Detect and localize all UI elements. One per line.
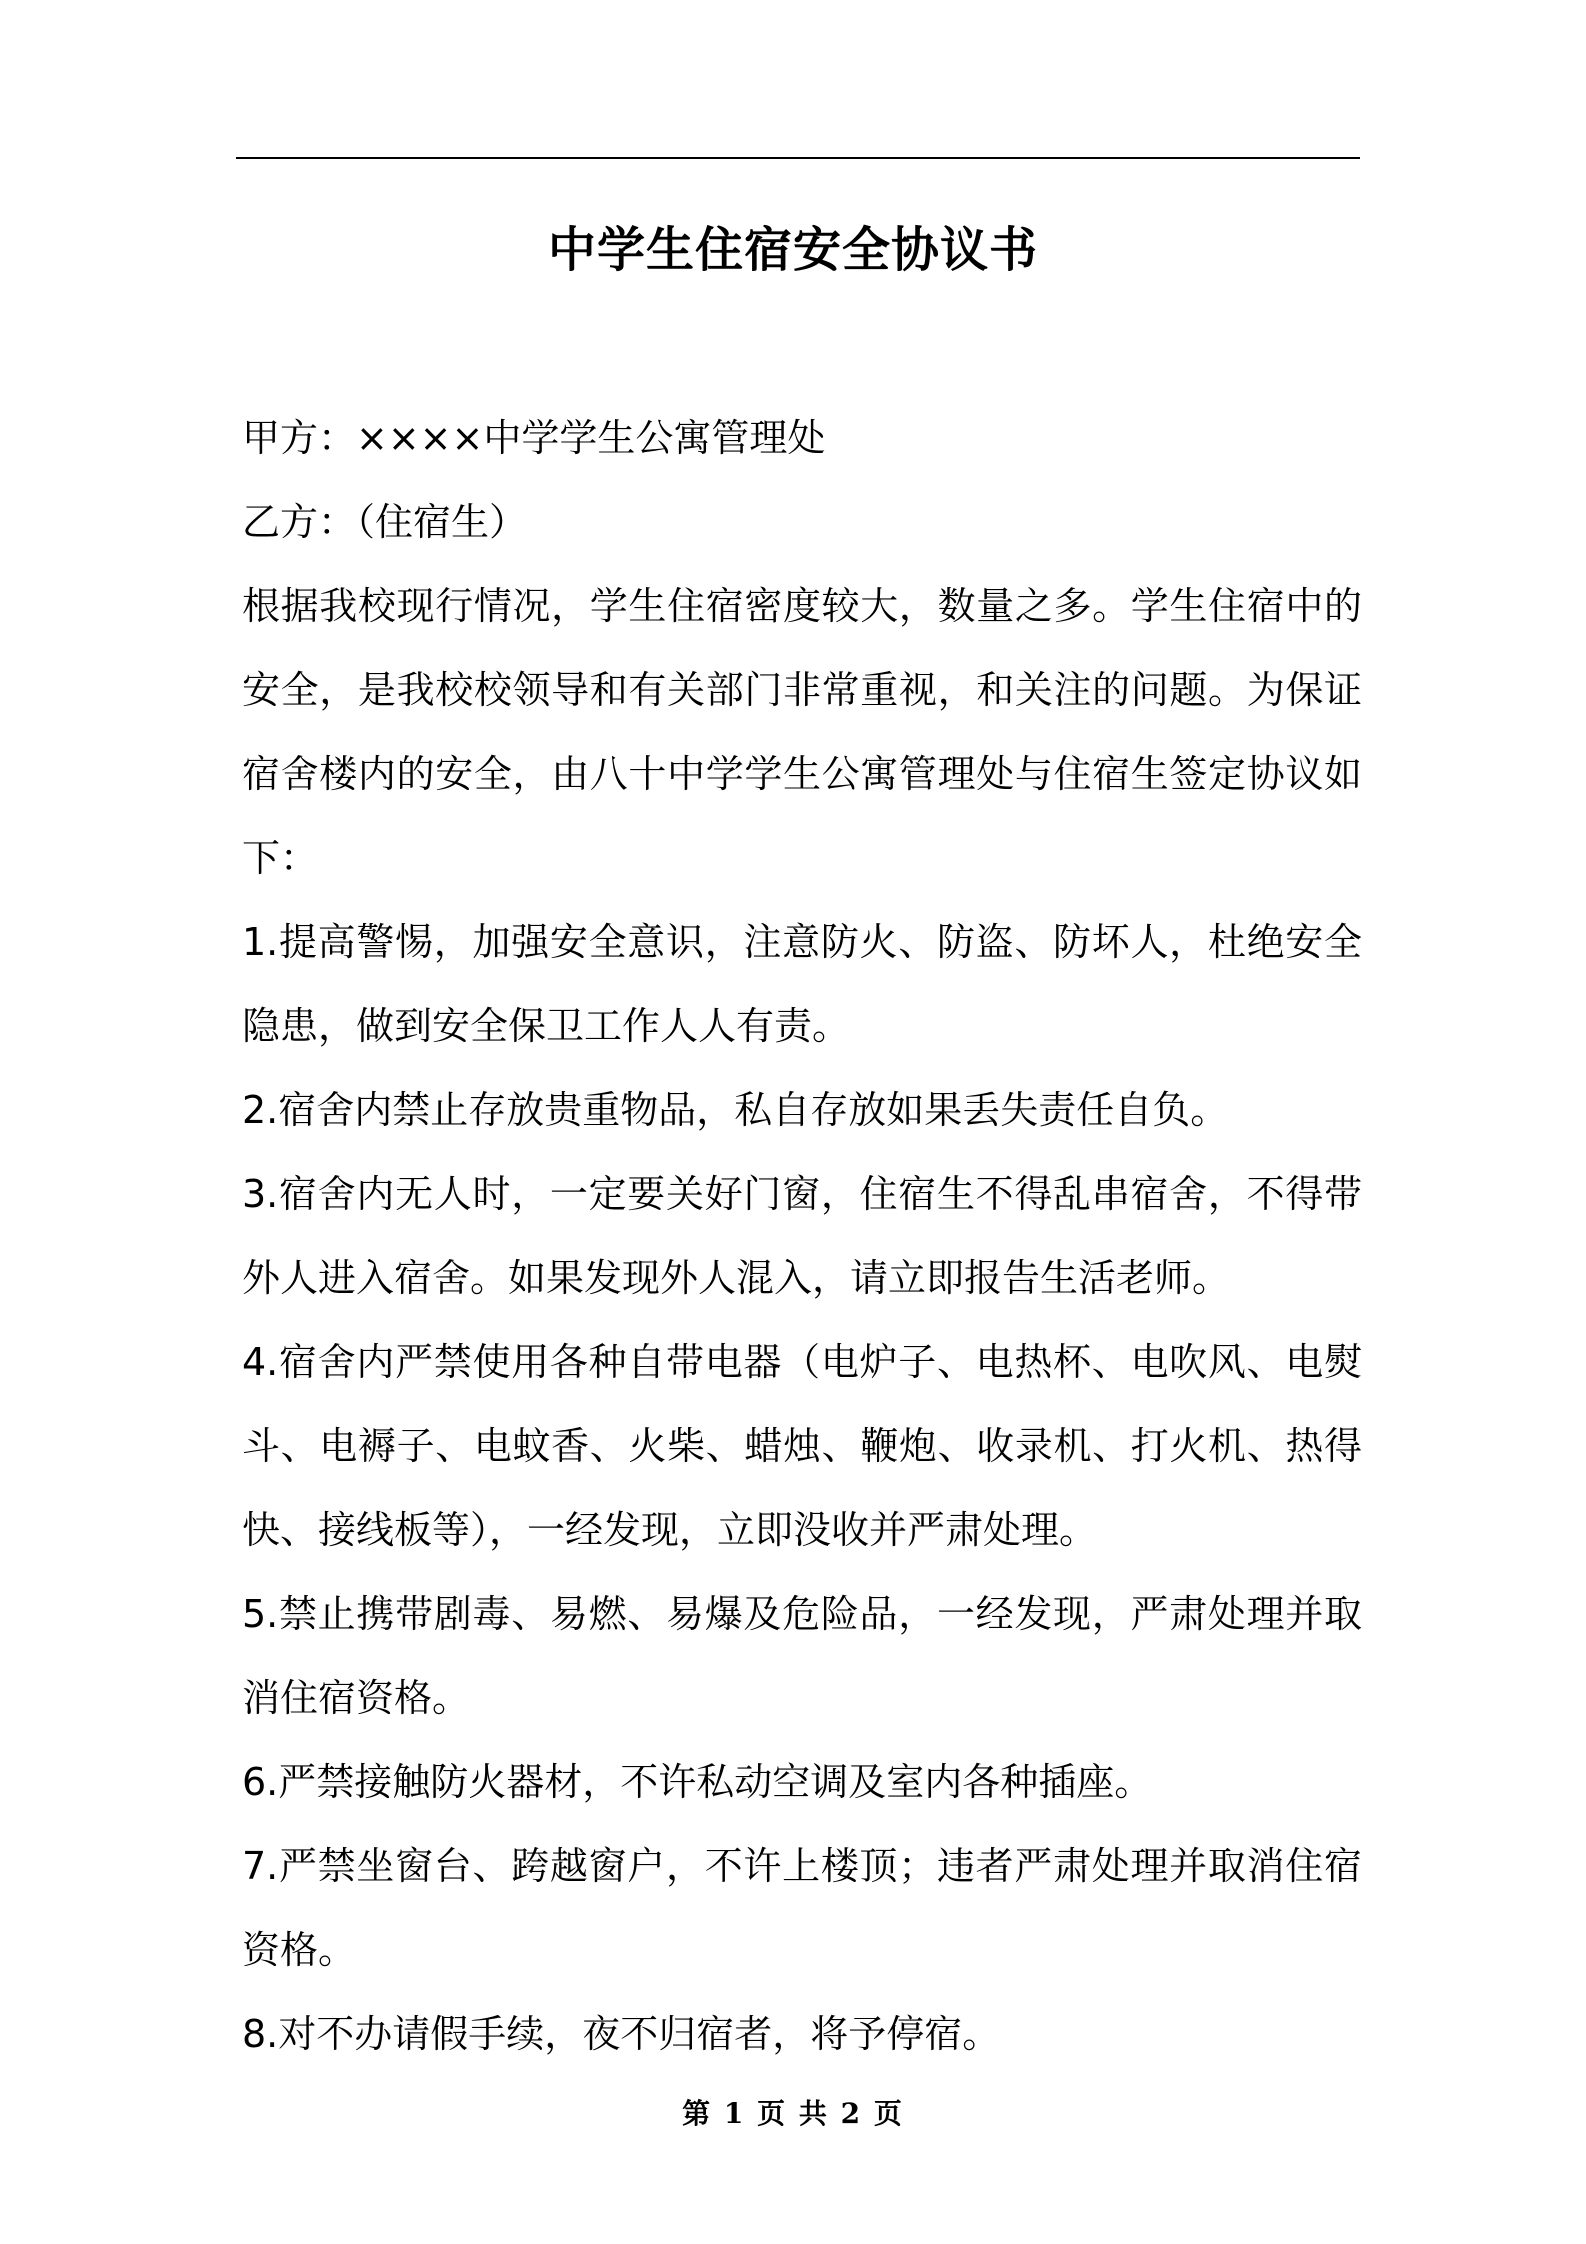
clause-1: 1.提高警惕，加强安全意识，注意防火、防盗、防坏人，杜绝安全隐患，做到安全保卫工作人人有责。 xyxy=(242,920,1362,1048)
clause-6: 6.严禁接触防火器材，不许私动空调及室内各种插座。 xyxy=(242,1760,1153,1804)
clause-5: 5.禁止携带剧毒、易燃、易爆及危险品，一经发现，严肃处理并取消住宿资格。 xyxy=(242,1592,1362,1720)
header-rule xyxy=(236,157,1360,159)
party-a: 甲方：××××中学学生公寓管理处 xyxy=(242,416,826,460)
clause-4: 4.宿舍内严禁使用各种自带电器（电炉子、电热杯、电吹风、电熨斗、电褥子、电蚊香、火柴、蜡烛、鞭炮、收录机、打火机、热得快、接线板等），一经发现，立即没收并严肃处理。 xyxy=(242,1340,1362,1552)
party-b: 乙方：（住宿生） xyxy=(242,500,528,544)
clause-3: 3.宿舍内无人时，一定要关好门窗，住宿生不得乱串宿舍，不得带外人进入宿舍。如果发现外人混入，请立即报告生活老师。 xyxy=(242,1172,1362,1300)
document-body xyxy=(242,396,1362,2076)
page-indicator: 第 1 页 共 2 页 xyxy=(682,2097,904,2130)
clause-2: 2.宿舍内禁止存放贵重物品，私自存放如果丢失责任自负。 xyxy=(242,1088,1229,1132)
document-title: 中学生住宿安全协议书 xyxy=(547,222,1038,278)
clause-7: 7.严禁坐窗台、跨越窗户，不许上楼顶；违者严肃处理并取消住宿资格。 xyxy=(242,1844,1362,1972)
intro-paragraph: 根据我校现行情况，学生住宿密度较大，数量之多。学生住宿中的安全，是我校校领导和有关部门非常重视，和关注的问题。为保证宿舍楼内的安全，由八十中学学生公寓管理处与住宿生签定协议如下： xyxy=(242,584,1362,880)
clause-8: 8.对不办请假手续，夜不归宿者，将予停宿。 xyxy=(242,2012,1001,2056)
